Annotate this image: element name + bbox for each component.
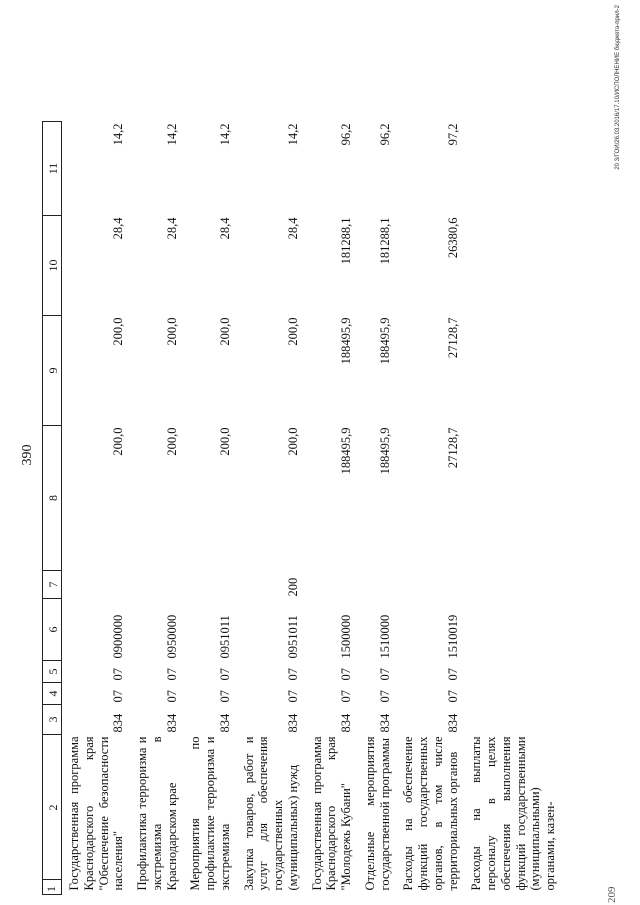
cell-c4: 07: [377, 690, 392, 703]
cell-c3: 834: [377, 713, 392, 733]
cell-c7: [130, 571, 183, 599]
table-row: [358, 35, 397, 895]
cell-c8: 200,0: [217, 427, 232, 456]
table-row: [183, 35, 236, 895]
cell-c10: 28,4: [111, 217, 126, 240]
cell-c8: [464, 426, 562, 571]
row-description: Расходы на выплаты персоналу в целях обеспечения выполнения функций государственными (муниципальными) органами, казен-: [469, 736, 557, 891]
cell-c10: [464, 216, 562, 316]
column-header: 8: [43, 426, 62, 571]
column-header-label: 2: [45, 804, 60, 811]
cell-c6: 1510000: [377, 614, 392, 659]
header-row: [43, 35, 62, 895]
row-description: Государственная программа Краснодарского края "Обеспечение безопасности населения": [67, 736, 126, 891]
cell-c7: [305, 571, 358, 599]
column-header: 5: [43, 661, 62, 683]
column-header: 9: [43, 316, 62, 426]
cell-c6: 0951011: [285, 615, 300, 659]
cell-c7: 200: [285, 577, 300, 597]
column-header-label: 1: [44, 886, 58, 892]
row-description: Мероприятия по профилактике терроризма и экстремизма: [188, 736, 232, 891]
cell-c5: 07: [377, 668, 392, 681]
cell-c11: 14,2: [111, 123, 126, 146]
column-header-1: [43, 735, 62, 895]
cell-c9: [464, 316, 562, 426]
cell-c5: 07: [217, 668, 232, 681]
cell-c5: 07: [111, 668, 126, 681]
cell-c4: [464, 683, 562, 705]
table-row: [62, 35, 131, 895]
cell-c11: [464, 122, 562, 216]
cell-c9: 188495,9: [377, 317, 392, 365]
cell-c8: 200,0: [285, 427, 300, 456]
budget-table: [42, 35, 562, 896]
cell-c3: 834: [445, 713, 460, 733]
column-header: 4: [43, 683, 62, 705]
table-row: [396, 35, 464, 895]
cell-c9: 200,0: [111, 317, 126, 346]
cell-c6: [464, 599, 562, 661]
cell-c11: 14,2: [164, 123, 179, 146]
footer-code: 20 3/ГОИ/26.03.2016/17.10/ИСПОЛНЕНИЕ бюджета-прил-2: [615, 5, 621, 170]
cell-c8: 200,0: [111, 427, 126, 456]
cell-c11: 96,2: [339, 123, 353, 146]
cell-c8: 200,0: [164, 427, 179, 456]
cell-c9: 188495,9: [339, 317, 353, 365]
cell-c4: 07: [285, 690, 300, 703]
cell-c8: 188495,9: [339, 427, 353, 475]
corner-mark: 209: [606, 886, 618, 903]
column-header: 6: [43, 599, 62, 661]
cell-c7: [62, 571, 131, 599]
column-header: 3: [43, 705, 62, 735]
cell-c5: 07: [339, 668, 353, 681]
cell-c5: [464, 661, 562, 683]
column-header: 10: [43, 216, 62, 316]
cell-c5: 07: [445, 668, 460, 681]
page-number: 390: [20, 444, 35, 466]
cell-c10: 181288,1: [377, 217, 392, 265]
row-description: Закупка товаров, работ и услуг для обеспечения государственных (муниципальных) нужд: [241, 736, 300, 891]
cell-c8: 27128,7: [445, 427, 460, 469]
cell-c10: 28,4: [285, 217, 300, 240]
cell-c9: 200,0: [285, 317, 300, 346]
cell-c6: 0950000: [164, 614, 179, 659]
cell-c11: 14,2: [285, 123, 300, 146]
cell-c7: [464, 571, 562, 599]
cell-c4: 07: [217, 690, 232, 703]
cell-c11: 97,2: [445, 123, 460, 146]
cell-c5: 07: [285, 668, 300, 681]
cell-c3: [464, 705, 562, 735]
table-row: [237, 35, 305, 895]
cell-c7: [396, 571, 464, 599]
cell-c5: 07: [164, 668, 179, 681]
cell-c6: 1500000: [339, 614, 353, 659]
column-header: 11: [43, 122, 62, 216]
cell-c7: [358, 571, 397, 599]
column-header: 7: [43, 571, 62, 599]
row-description: Отдельные мероприятия государственной программы: [362, 736, 392, 891]
header-divider: [43, 879, 61, 880]
cell-c11: 14,2: [217, 123, 232, 146]
cell-c3: 834: [285, 713, 300, 733]
cell-c10: 28,4: [164, 217, 179, 240]
cell-c4: 07: [164, 690, 179, 703]
row-description: Расходы на обеспечение функций государственных органов, в том числе территориальных органов: [401, 736, 460, 891]
cell-c9: 200,0: [217, 317, 232, 346]
cell-c10: 181288,1: [339, 217, 353, 265]
cell-c4: 07: [339, 690, 353, 703]
cell-c3: 834: [164, 713, 179, 733]
cell-c3: 834: [111, 713, 126, 733]
cell-c11: 96,2: [377, 123, 392, 146]
table-row: [305, 35, 358, 895]
cell-c10: 28,4: [217, 217, 232, 240]
table-row: [464, 35, 562, 895]
cell-c3: 834: [217, 713, 232, 733]
row-description: Профилактика терроризма и экстремизма в Краснодарском крае: [135, 736, 179, 891]
cell-c4: 07: [445, 690, 460, 703]
cell-c10: 26380,6: [445, 217, 460, 259]
table-row: [130, 35, 183, 895]
cell-c9: 200,0: [164, 317, 179, 346]
cell-c6: 0900000: [111, 614, 126, 659]
table-body: [43, 35, 562, 895]
cell-c3: 834: [339, 713, 353, 733]
cell-c8: 188495,9: [377, 427, 392, 475]
cell-c6: 0951011: [217, 615, 232, 659]
cell-c7: [183, 571, 236, 599]
cell-c4: 07: [111, 690, 126, 703]
cell-c9: 27128,7: [445, 317, 460, 359]
cell-c6: 1510019: [445, 614, 460, 659]
row-description: Государственная программа Краснодарского края "Молодежь Кубани": [309, 736, 353, 891]
